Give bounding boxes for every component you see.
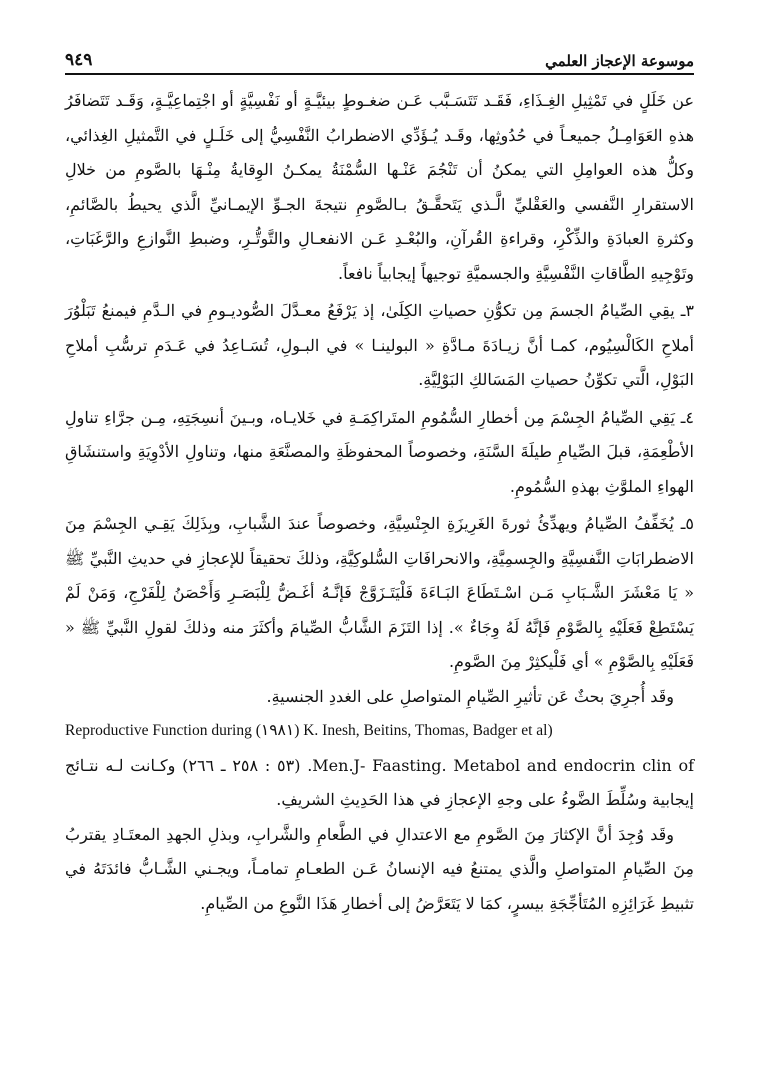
- page-number: ٩٤٩: [65, 50, 93, 70]
- paragraph-kidney-stones: ٣ـ يقِي الصِّيامُ الجسمَ مِن تكوُّنِ حصياتِ الكِلَىٰ، إذ يَرْفَعُ معـدَّلَ الصُّوديـومِ في الـدَّمِ فيمنعُ تَبَلْوُرَ أملاحِ الكَالْسِيُوم، كمـا أنَّ زيـادَةَ مـادَّةِ « البولينـا » في البـولِ، تُسَـاعِدُ في عَـدَمِ ترسُّبِ أملاحِ البَوْلِ، الَّتي تكوِّنُ حصياتِ المَسَالكِ البَوْلِيَّةِ.: [65, 301, 694, 389]
- page-body: [65, 84, 694, 921]
- reference-continuation: Men.J- Faasting. Metabol and endocrin clin of. (٥٣ : ٢٥٨ ـ ٢٦٦) وكـانت لـه نتـائج إيجابية وسُلِّطَ الضَّوءُ على وجهِ الإعجازِ في هذا الحَدِيثِ الشريفِ.: [65, 755, 695, 809]
- book-title: موسوعة الإعجاز العلمي: [545, 52, 694, 70]
- paragraph-instinct: ٥ـ يُخَفِّفُ الصِّيامُ ويهدِّئُ ثورةَ الغَرِيزَةِ الجِنْسِيَّةِ، وخصوصاً عندَ الشَّبابِ، وبِذَلِكَ يَقِـي الجِسْمَ مِنَ الاضطرابَاتِ النَّفسِيَّةِ والجِسمِيَّةِ، والانحرافَاتِ السُّلوكِيَّةِ، وذلكَ تحقيقاً للإعجازِ في حديثِ النَّبيِّ ﷺ « يَا مَعْشَرَ الشَّـبَابِ مَـن اسْـتَطَاعَ البَـاءَةَ فَلْيَتَـزَوَّجْ فَإنَّـهُ أغَـضُّ لِلْبَصَـرِ وَأَحْصَنُ لِلْفَرْجِ، وَمَنْ لَمْ يَسْتَطِعْ فَعَلَيْهِ بِالصَّوْمِ فَإنَّهُ لَهُ وِجَاءٌ ». إذا التَزَمَ الشَّابُّ الصِّيامَ وأكثَرَ منه وذلكَ لقولِ النَّبيِّ ﷺ « فَعَلَيْهِ بِالصَّوْمِ » أي فَلْيكثِرْ مِنَ الصَّومِ.: [65, 514, 694, 671]
- paragraph-obesity: عن خَلَلٍ في تَمْثِيلِ الغِـذَاءِ، فَقَـد تَتَسَـبَّب عَـن ضغـوطٍ بيئيَّـةٍ أو نَفْسِيَّةٍ أو اجْتِماعِيَّـةٍ، وَقَـد تَتَضافَرُ هذهِ العَوَامِـلُ جميعـاً في حُدُوثِها، وقَـد يُـؤَدِّي الاضطرابُ النَّفْسِيُّ إلى خَلَـلٍ في التَّمثيلِ الغِذائي، وكلُّ هذه العوامِلِ التي يمكنُ أن تَنْجُمَ عَنْـها السُّمْنَةُ يمكـنُ الوِقايةُ مِنْـهَا بالصَّومِ من خلالِ الاستقرارِ النَّفسي والعَقْليِّ الَّـذي يَتَحقَّـقُ بـالصَّومِ نتيجةَ الجـوِّ الإيمـانيِّ الَّذي يحيطُ بالصَّائمِ، وكثرةِ العبادَةِ والذِّكْرِ، وقراءةِ القُرآنِ، والبُعْـدِ عَـن الانفعـالِ والتَّوتُّـرِ، وضبطِ النَّوازعِ والرَّغَبَاتِ، وتَوْجِيهِ الطَّاقاتِ النَّفْسِيَّةِ والجسميَّةِ توجيهاً إيجابياً نافعاً.: [65, 91, 694, 283]
- paragraph-closing: وقَد وُجِدَ أنَّ الإكثارَ مِنَ الصَّومِ مع الاعتدالِ في الطَّعامِ والشَّرابِ، وبذلِ الجهدِ المعتَـادِ يقتربُ مِنَ الصِّيامِ المتواصلِ والَّذي يمتنعُ فيه الإنسانُ عَـن الطعـامِ تمامـاً، ويجـني الشَّـابُّ فائدَتَهُ في تثبيطِ غَرَائِزِهِ المُتَأجِّجَةِ بيسرٍ، كمَا لا يَتَعَرَّضُ إلى أخطارِ هَذَا النَّوعِ من الصِّيامِ.: [65, 824, 694, 913]
- paragraph-research: وقَد أُجرِيَ بحثٌ عَن تأثيرِ الصِّيامِ المتواصلِ على الغددِ الجنسيةِ.: [266, 686, 674, 706]
- page-header: [65, 45, 694, 75]
- reference-line: Reproductive Function during (١٩٨١) K. Inesh, Beitins, Thomas, Badger et al): [65, 722, 553, 739]
- paragraph-toxins: ٤ـ يَقِي الصِّيامُ الجِسْمَ مِن أخطارِ السُّمُومِ المتَراكِمَـةِ في خَلايـاه، وبـينَ أنسِجَتِهِ، مِـن جرَّاءِ تناولِ الأطْعِمَةِ، قبلَ الصِّيامِ طيلَةَ السَّنَةِ، وخصوصاً المحفوظَةِ والمصنَّعَةِ منها، وتناولِ الأدْوِيَةِ واستنشَاقِ الهواءِ الملوَّثِ بهذهِ السُّمُومِ.: [65, 407, 694, 496]
